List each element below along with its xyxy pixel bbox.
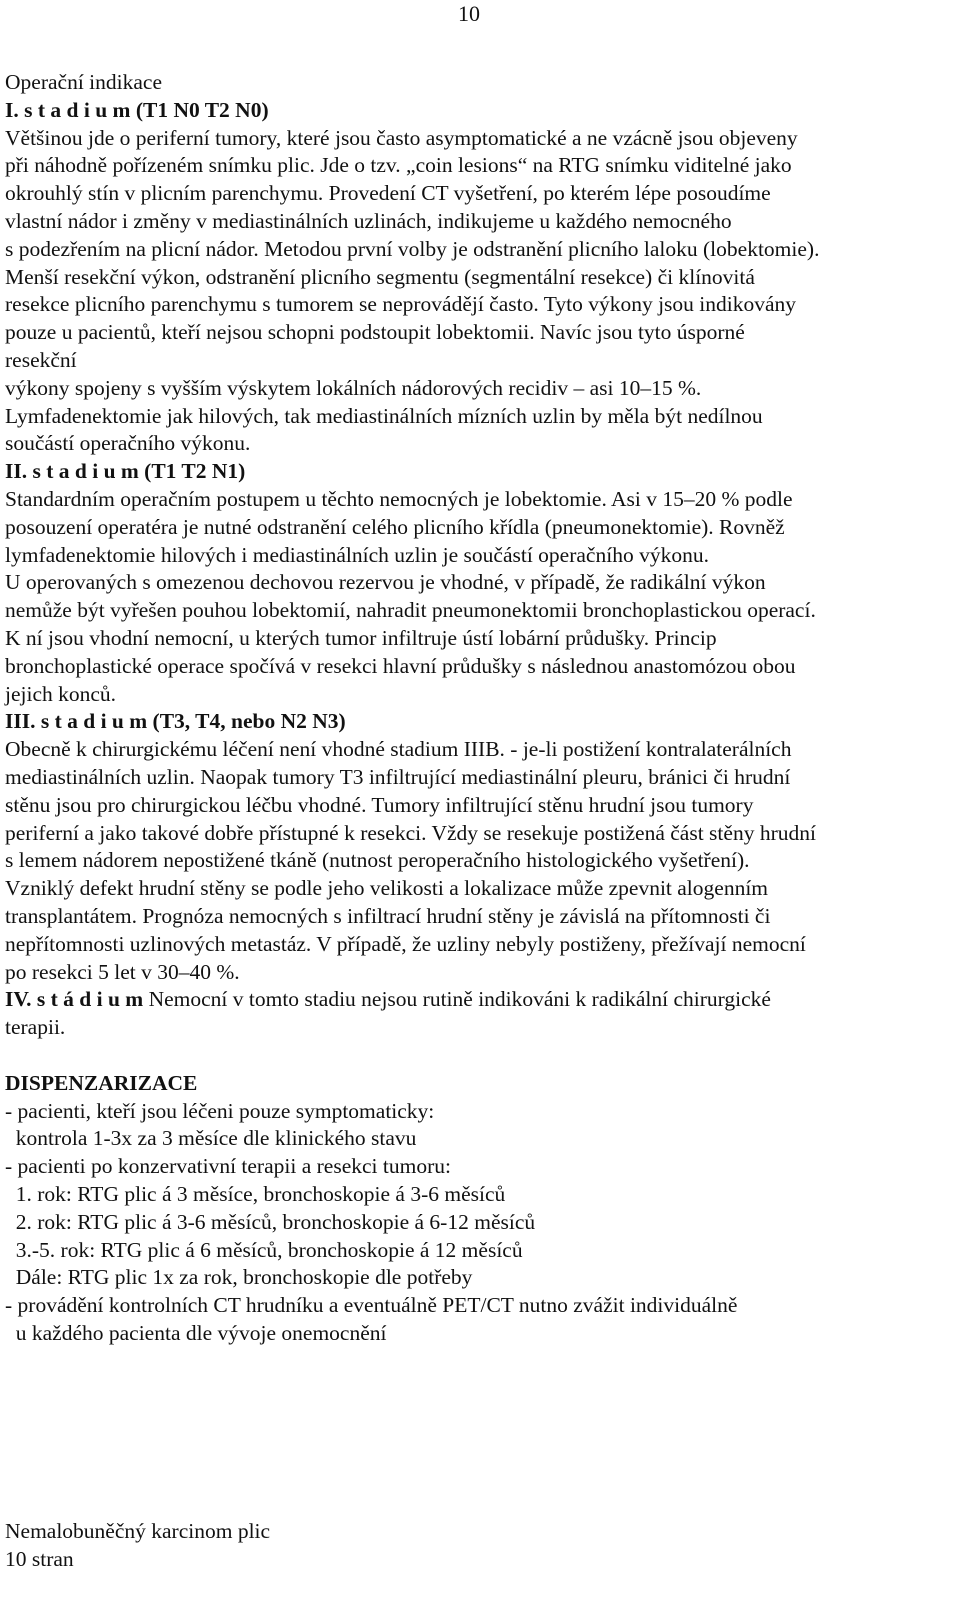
section-spacer (5, 1042, 950, 1070)
paragraph-line: transplantátem. Prognóza nemocných s infiltrací hrudní stěny je závislá na přítomnosti či (5, 903, 771, 928)
list-item: 2. rok: RTG plic á 3-6 měsíců, bronchoskopie á 6-12 měsíců (5, 1209, 536, 1234)
paragraph-line: nepřítomnosti uzlinových metastáz. V případě, že uzliny nebyly postiženy, přežívají nemocní (5, 931, 806, 956)
paragraph-line: mediastinálních uzlin. Naopak tumory T3 infiltrující mediastinální pleuru, bránici či hrudní (5, 764, 791, 789)
stage-3-section (5, 708, 950, 986)
dispenzarizace-section (5, 1070, 950, 1348)
list-item: - pacienti po konzervativní terapii a resekci tumoru: (5, 1154, 451, 1179)
paragraph-line: okrouhlý stín v plicním parenchymu. Provedení CT vyšetření, po kterém lépe posoudíme (5, 181, 771, 206)
section-title: Operační indikace (5, 70, 162, 94)
paragraph-line: výkony spojeny s vyšším výskytem lokálních nádorových recidiv – asi 10–15 %. (5, 375, 702, 400)
paragraph-line: s podezřením na plicní nádor. Metodou první volby je odstranění plicního laloku (lobektomie). (5, 236, 820, 261)
paragraph-line: terapii. (5, 1015, 66, 1040)
list-item: 1. rok: RTG plic á 3 měsíce, bronchoskopie á 3-6 měsíců (5, 1182, 506, 1207)
list-item: - provádění kontrolních CT hrudníku a eventuálně PET/CT nutno zvážit individuálně (5, 1293, 738, 1318)
list-item: Dále: RTG plic 1x za rok, bronchoskopie dle potřeby (5, 1265, 473, 1290)
paragraph-line: Lymfadenektomie jak hilových, tak mediastinálních mízních uzlin by měla být nedílnou (5, 403, 763, 428)
list-item: u každého pacienta dle vývoje onemocnění (5, 1321, 387, 1346)
paragraph-line: K ní jsou vhodní nemocní, u kterých tumor infiltruje ústí lobární průdušky. Princip (5, 625, 717, 650)
paragraph-line: resekční (5, 347, 77, 372)
footer-title: Nemalobuněčný karcinom plic (5, 1519, 271, 1543)
paragraph-line: s lemem nádorem nepostižené tkáně (nutnost peroperačního histologického vyšetření). (5, 848, 750, 873)
paragraph-line: vlastní nádor i změny v mediastinálních uzlinách, indikujeme u každého nemocného (5, 208, 732, 233)
stage-1-heading: I. s t a d i u m (T1 N0 T2 N0) (5, 97, 269, 122)
paragraph-line: jejich konců. (5, 681, 117, 706)
paragraph-line: při náhodně pořízeném snímku plic. Jde o tzv. „coin lesions“ na RTG snímku viditelné jako (5, 153, 792, 178)
paragraph-line: Obecně k chirurgickému léčení není vhodné stadium IIIB. - je-li postižení kontralaterálních (5, 737, 792, 762)
paragraph-line: posouzení operatéra je nutné odstranění celého plicního křídla (pneumonektomie). Rovněž (5, 514, 785, 539)
list-item: 3.-5. rok: RTG plic á 6 měsíců, bronchoskopie á 12 měsíců (5, 1237, 523, 1262)
stage-2-section (5, 458, 950, 708)
paragraph-line: U operovaných s omezenou dechovou rezervou je vhodné, v případě, že radikální výkon (5, 570, 766, 595)
footer-page-count: 10 stran (5, 1546, 74, 1571)
document-body (5, 69, 950, 1348)
stage-1-section (5, 97, 950, 458)
paragraph-line: Standardním operačním postupem u těchto nemocných je lobektomie. Asi v 15–20 % podle (5, 486, 793, 511)
stage-2-heading: II. s t a d i u m (T1 T2 N1) (5, 459, 246, 484)
paragraph-line: Vzniklý defekt hrudní stěny se podle jeho velikosti a lokalizace může zpevnit alogenním (5, 876, 769, 901)
paragraph-line: resekce plicního parenchymu s tumorem se neprovádějí často. Tyto výkony jsou indikovány (5, 292, 797, 317)
list-item: kontrola 1-3x za 3 měsíce dle klinického stavu (5, 1126, 417, 1151)
page-number: 10 (458, 1, 480, 26)
stage-4-line (5, 986, 950, 1014)
dispenzarizace-heading: DISPENZARIZACE (5, 1070, 198, 1095)
paragraph-line: bronchoplastické operace spočívá v resekci hlavní průdušky s následnou anastomózou obou (5, 653, 796, 678)
stage-3-heading: III. s t a d i u m (T3, T4, nebo N2 N3) (5, 709, 346, 734)
stage-4-text: Nemocní v tomto stadiu nejsou rutině indikováni k radikální chirurgické (143, 987, 771, 1012)
paragraph-line: pouze u pacientů, kteří nejsou schopni podstoupit lobektomii. Navíc jsou tyto úsporné (5, 320, 745, 345)
paragraph-line: nemůže být vyřešen pouhou lobektomií, nahradit pneumonektomii bronchoplastickou operací. (5, 598, 816, 623)
paragraph-line: Většinou jde o periferní tumory, které jsou často asymptomatické a ne vzácně jsou objeveny (5, 125, 798, 150)
paragraph-line: po resekci 5 let v 30–40 %. (5, 959, 240, 984)
paragraph-line: lymfadenektomie hilových i mediastinálních uzlin je součástí operačního výkonu. (5, 542, 709, 567)
stage-4-section (5, 986, 950, 1042)
paragraph-line: stěnu jsou pro chirurgickou léčbu vhodné. Tumory infiltrující stěnu hrudní jsou tumory (5, 792, 754, 817)
paragraph-line: Menší resekční výkon, odstranění plicního segmentu (segmentální resekce) či klínovitá (5, 264, 755, 289)
page-footer (5, 1518, 270, 1574)
paragraph-line: součástí operačního výkonu. (5, 431, 251, 456)
list-item: - pacienti, kteří jsou léčeni pouze symptomaticky: (5, 1098, 435, 1123)
stage-4-heading: IV. s t á d i u m (5, 987, 144, 1012)
paragraph-line: periferní a jako takové dobře přístupné k resekci. Vždy se resekuje postižená část stěny hrudní (5, 820, 816, 845)
